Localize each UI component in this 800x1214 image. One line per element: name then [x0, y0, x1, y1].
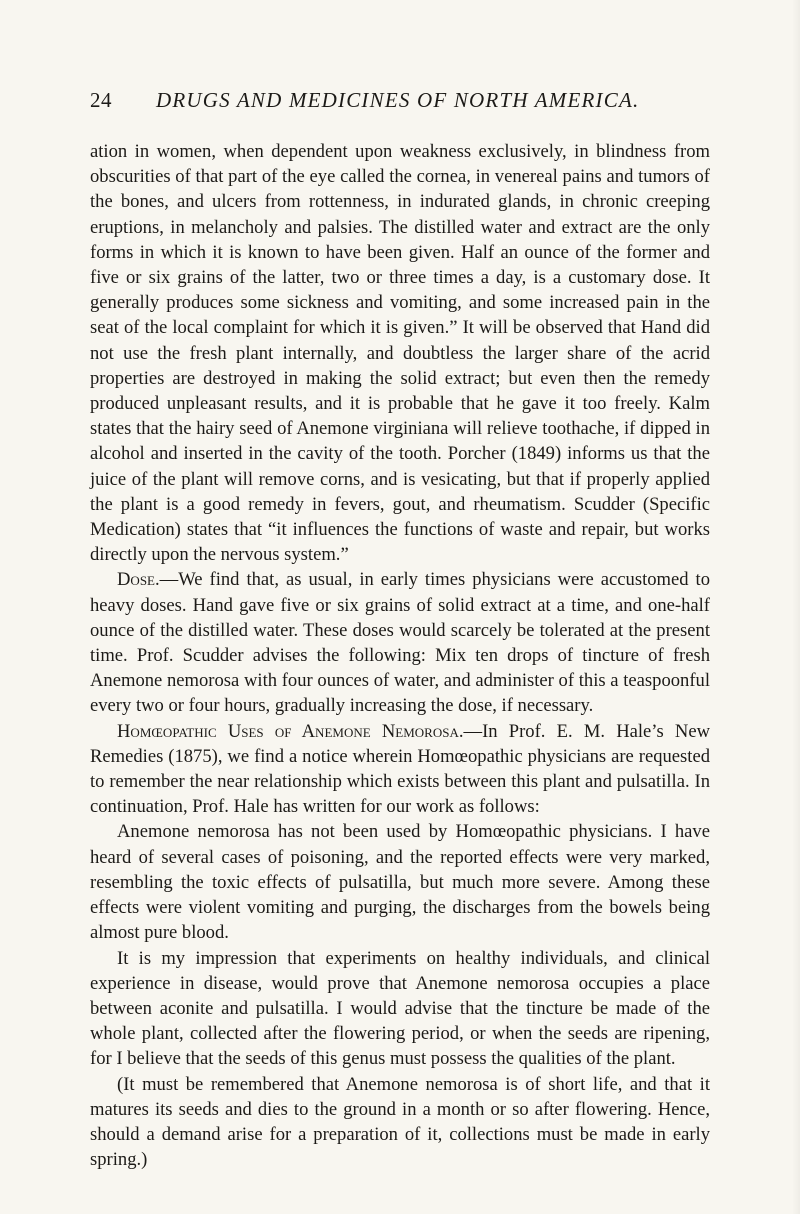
homoeopathic-heading: Homœopathic Uses of Anemone Nemorosa.	[117, 720, 464, 742]
running-title: DRUGS AND MEDICINES OF NORTH AMERICA.	[156, 88, 640, 112]
paragraph-dose	[90, 567, 710, 718]
homoeopathic-text: —In Prof. E. M. Hale’s New Remedies (1875), we find a notice wherein Homœopathic physicians are requested to remember the near relationship which exists between this plant and pulsatilla. In continuation, Prof. Hale has written for our work as follows:	[90, 720, 710, 818]
body-text	[90, 139, 710, 1172]
dose-heading: Dose.	[117, 569, 160, 591]
paragraph-hale-quote-2: It is my impression that experiments on healthy individuals, and clinical experience in disease, would prove that Anemone nemorosa occupies a place between aconite and pulsatilla. I would advise that the tincture be made of the whole plant, collected after the flowering period, or when the seeds are ripening, for I believe that the seeds of this genus must possess the qualities of the plant.	[90, 947, 710, 1070]
running-head	[90, 88, 710, 118]
paragraph-homoeopathic-uses	[90, 719, 710, 820]
page-edge-shadow	[792, 0, 800, 1214]
page-number: 24	[90, 88, 112, 112]
paragraph-note: (It must be remembered that Anemone nemorosa is of short life, and that it matures its seeds and dies to the ground in a month or so after flowering. Hence, should a demand arise for a preparation of it, collections must be made in early spring.)	[90, 1073, 710, 1171]
dose-text: —We find that, as usual, in early times physicians were accustomed to heavy doses. Hand gave five or six grains of solid extract at a time, and one-half ounce of the distilled water. These doses would scarcely be tolerated at the present time. Prof. Scudder advises the following: Mix ten drops of tincture of fresh Anemone nemorosa with four ounces of water, and administer of this a teaspoonful every two or four hours, gradually increasing the dose, if necessary.	[90, 569, 710, 717]
paragraph-continuation: ation in women, when dependent upon weakness exclusively, in blindness from obscurities of that part of the eye called the cornea, in venereal pains and tumors of the bones, and ulcers from rottenness, in indurated glands, in chronic creeping eruptions, in melancholy and palsies. The distilled water and extract are the only forms in which it is known to have been given. Half an ounce of the former and five or six grains of the latter, two or three times a day, is a customary dose. It generally produces some sickness and vomiting, and some increased pain in the seat of the local complaint for which it is given.” It will be observed that Hand did not use the fresh plant internally, and doubtless the larger share of the acrid properties are destroyed in making the solid extract; but even then the remedy produced unpleasant results, and it is probable that he gave it too freely. Kalm states that the hairy seed of Anemone virginiana will relieve toothache, if dipped in alcohol and inserted in the cavity of the tooth. Porcher (1849) informs us that the juice of the plant will remove corns, and is vesicating, but that if properly applied the plant is a good remedy in fevers, gout, and rheumatism. Scudder (Specific Medication) states that “it influences the functions of waste and repair, but works directly upon the nervous system.”	[90, 141, 710, 566]
paragraph-hale-quote-1: Anemone nemorosa has not been used by Homœopathic physicians. I have heard of several cases of poisoning, and the reported effects were very marked, resembling the toxic effects of pulsatilla, but much more severe. Among these effects were violent vomiting and purging, the discharges from the bowels being almost pure blood.	[90, 821, 710, 944]
